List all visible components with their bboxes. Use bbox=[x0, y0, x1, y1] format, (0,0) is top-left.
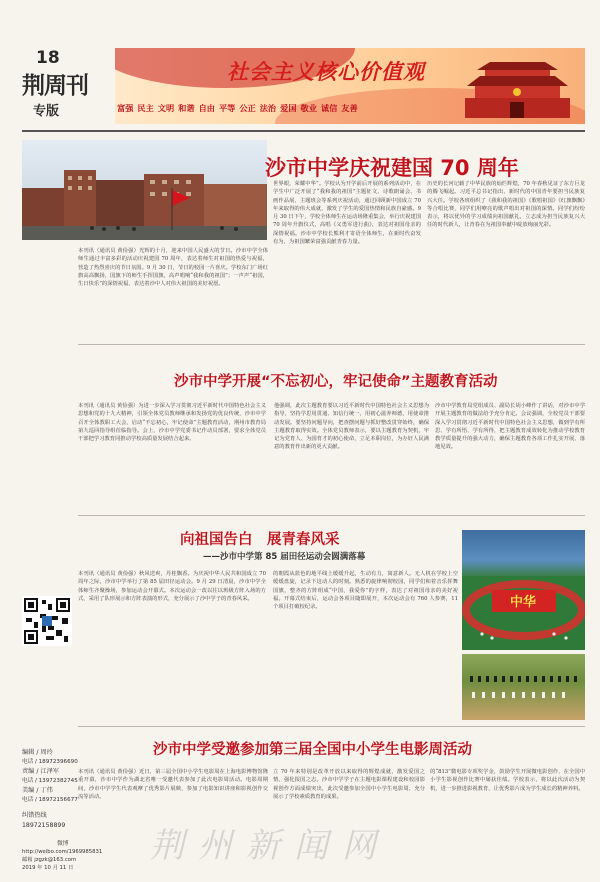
weibo-link[interactable]: http://weibo.com/1969985831 bbox=[22, 849, 103, 855]
core-value: 公正 bbox=[239, 103, 256, 113]
article-2-col-3: 沙市中学教育局党组成员、副局长胡小峰作了讲话，对沙市中学开展主题教育的做法给予充分肯定。会议强调，全校党员干部要深入学习贯彻习近平新时代中国特色社会主义思想，做到学有所思、学有所悟、学有所得，把主题教育成效转化为推动学校教育教学质量提升的强大动力，确保主题教育各项工作扎实开展、落地见效。 bbox=[435, 403, 585, 451]
divider-3 bbox=[78, 726, 585, 727]
divider-1 bbox=[78, 344, 585, 345]
core-value: 民主 bbox=[137, 103, 154, 113]
sidebar-credits bbox=[22, 748, 80, 830]
core-value: 文明 bbox=[157, 103, 175, 113]
article-3-col-2: 的朝霞从蓝色的地平线上缓缓升起，生动有力，寓意新人。无人机在学校上空缓缓盘旋，记录下这动人的时刻。熟悉的旋律响彻校园，同学们和着音乐挥舞国旗，整齐的方阵组成“中国，我爱你”的字样，表达了对祖国母亲的美好祝福。开幕式结束后，运动会各项目随即展开，本次运动会有 760 人参赛，11 个项目打破校纪录。 bbox=[273, 571, 458, 611]
divider-2 bbox=[78, 515, 585, 516]
section-label: 专版 bbox=[33, 104, 60, 119]
article-4-col-2: 立 70 年来特别是改革开放以来取得的辉煌成就，激发爱国之情、强化报国之志。沙市中学学子在主题电影课程建设和校园影视创作方面成绩突出，此次受邀参加全国中小学生电影周，充分展示了学校素质教育的成果。 bbox=[273, 769, 425, 800]
art-editor-name: 美编 / 丁伟 bbox=[22, 787, 53, 794]
article-2-col-1: 本刊讯（通讯员 黄俭强）为进一步深入学习贯彻习近平新时代中国特色社会主义思想和党的十九大精神，引领全体党员教师继承和发扬党的优良传统，沙市中学召开全体教职工大会，启动“不忘初心，牢记使命”主题教育活动，荆州市教育局第九巡回指导组莅临指导。会上，沙市中学党委书记作动员部署，要求全体党员干部把学习教育同推动学校高质量发展结合起来。 bbox=[78, 403, 266, 443]
core-values bbox=[117, 103, 437, 114]
article-3-col-1: 本刊讯（通讯员 黄俭强）秋风送爽，丹桂飘香。为庆祝中华人民共和国成立 70 周年之际，沙市中学举行了第 85 届田径运动会。9 月 29 日清晨，沙市中学全体师生齐聚操场，参加运动会开幕式。本次运动会一改以往以班级方阵入场的方式，采用了队形展示和方阵表演的形式，充分展示了沙中学子的青春风采。 bbox=[78, 571, 266, 602]
email-address: 邮箱 jzgzk@163.com bbox=[22, 857, 77, 863]
article-2-col-2: 他强调，此次主题教育要以习近平新时代中国特色社会主义思想为指导，坚持学思用贯通、知信行统一，用初心滋养师德，用使命推动发展。要坚持问题导向，把查摆问题与抓好整改贯穿始终，确保主题教育取得实效。全体党员教师表示，要以主题教育为契机，牢记为党育人、为国育才的初心使命，立足本职岗位，为办好人民满意的教育作出新的更大贡献。 bbox=[274, 403, 429, 451]
proof-editor-phone: 电话 / 13972382745 bbox=[22, 777, 78, 784]
sports-meet-photo-1 bbox=[462, 530, 585, 650]
campus-photo bbox=[22, 140, 267, 240]
article-4-col-3: 的“813”微电影专项奖学金，鼓励学生开展微电影创作，在全国中小学生影视创作比赛中屡获佳绩。学校表示，将以此次活动为契机，进一步推进影视教育，让优秀影片成为学生成长的精神养料。 bbox=[430, 769, 585, 792]
article-3-headline: 向祖国告白 展青春风采 bbox=[180, 532, 340, 548]
issue-date: 2019 年 10 月 11 日 bbox=[22, 865, 74, 871]
article-1-col-3: 历史的长河记载了中华民族的灿烂辉煌，70 年春秋见证了东方巨龙的腾飞崛起。习近平总书记指出，新时代的中国青年要担当民族复兴大任。学校各班组织了《我和我的祖国》《歌唱祖国》《红旗飘飘》等合唱比赛，同学们用嘹亮的歌声唱出对祖国的深情。同学们纷纷表示，将以优异的学习成绩向祖国献礼，立志成为担当民族复兴大任的时代新人，让青春在为祖国奉献中绽放绚丽光彩。 bbox=[427, 181, 585, 229]
sports-meet-photo-2 bbox=[462, 654, 585, 720]
weibo-label: 微博 bbox=[57, 841, 69, 847]
article-1-col-2: 世界眼，荣耀中华”。学校认为开学前后开展的系列活动中，在学生中广泛开展了“我和我的祖国”主题征文、诗歌朗诵会、书画作品展、主题班会等系列庆祝活动，通过回顾新中国成立 70 年来取得的伟大成就，激发了学生的爱国热情和民族自豪感。9 月 30 日下午，学校全体师生在运动场隆重集会，举行庆祝建国 70 周年升旗仪式，高唱《义勇军进行曲》，表达对祖国母亲的深情祝福。沙市中学校长熊利才寄语全体师生，在新时代奋发有为，为祖国繁荣富强贡献青春力量。 bbox=[273, 181, 421, 246]
campus-illustration bbox=[22, 140, 267, 240]
article-4-headline: 沙市中学受邀参加第三届全国中小学生电影周活动 bbox=[153, 742, 472, 758]
article-2-headline: 沙市中学开展“不忘初心，牢记使命”主题教育活动 bbox=[174, 374, 498, 390]
article-4-col-1: 本刊讯（通讯员 黄俭强）近日，第三届全国中小学生电影周在上海电影博物馆隆重开幕，沙市中学作为湖北省唯一受邀代表参加了此次电影周活动。电影周期间，沙市中学学生代表观摩了优秀影片展映，参加了电影知识讲座和影视创作交流等活动。 bbox=[78, 769, 268, 800]
banner bbox=[115, 48, 585, 124]
tiananmen-icon bbox=[455, 56, 580, 118]
editor-phone: 电话 / 18972396690 bbox=[22, 758, 78, 765]
core-value: 富强 bbox=[117, 103, 134, 113]
art-editor-phone: 电话 / 18972156677 bbox=[22, 796, 78, 803]
hotline-number: 18972158899 bbox=[22, 821, 66, 829]
article-1-headline: 沙市中学庆祝建国 70 周年 bbox=[265, 156, 519, 180]
qr-code[interactable] bbox=[22, 596, 72, 646]
article-1-col-1: 本刊讯（通讯员 黄俭强）光辉的十月，迎来中国人民盛大的节日。沙市中学全体师生通过丰富多彩的活动庆祝建国 70 周年，表达着师生对祖国的热爱与祝福，营造了热烈喜庆的节日氛围。9 月 30 日，节日的校园一片喜庆。学校东门广场红旗高高飘扬，国旗下的师生手挥国旗，高声唱响“我和我的祖国”；一声声“祖国，生日快乐”的深情祝福，表达着沙中人对伟大祖国的美好祝愿。 bbox=[78, 248, 268, 288]
article-3-subhead: ——沙市中学第 85 届田径运动会圆满落幕 bbox=[203, 552, 366, 562]
watermark: 荆州新闻网 bbox=[150, 826, 390, 866]
core-value: 友善 bbox=[341, 103, 358, 113]
editor-name: 编辑 / 周玲 bbox=[22, 749, 53, 756]
page-number: 18 bbox=[36, 48, 60, 68]
banner-title: 社会主义核心价值观 bbox=[227, 60, 425, 84]
core-value: 诚信 bbox=[320, 103, 338, 113]
core-value: 和谐 bbox=[178, 103, 195, 113]
field-slogan: 中华 bbox=[510, 595, 537, 610]
sidebar-contact bbox=[22, 848, 127, 872]
hotline-label: 纠错热线 bbox=[22, 812, 47, 819]
core-value: 爱国 bbox=[280, 103, 297, 113]
core-value: 平等 bbox=[218, 103, 236, 113]
core-value: 敬业 bbox=[300, 103, 317, 113]
core-value: 自由 bbox=[198, 103, 215, 113]
masthead-rule bbox=[22, 130, 585, 132]
paper-name: 荆周刊 bbox=[22, 73, 88, 99]
proof-editor-name: 责编 / 江泽军 bbox=[22, 768, 59, 775]
core-value: 法治 bbox=[259, 103, 277, 113]
